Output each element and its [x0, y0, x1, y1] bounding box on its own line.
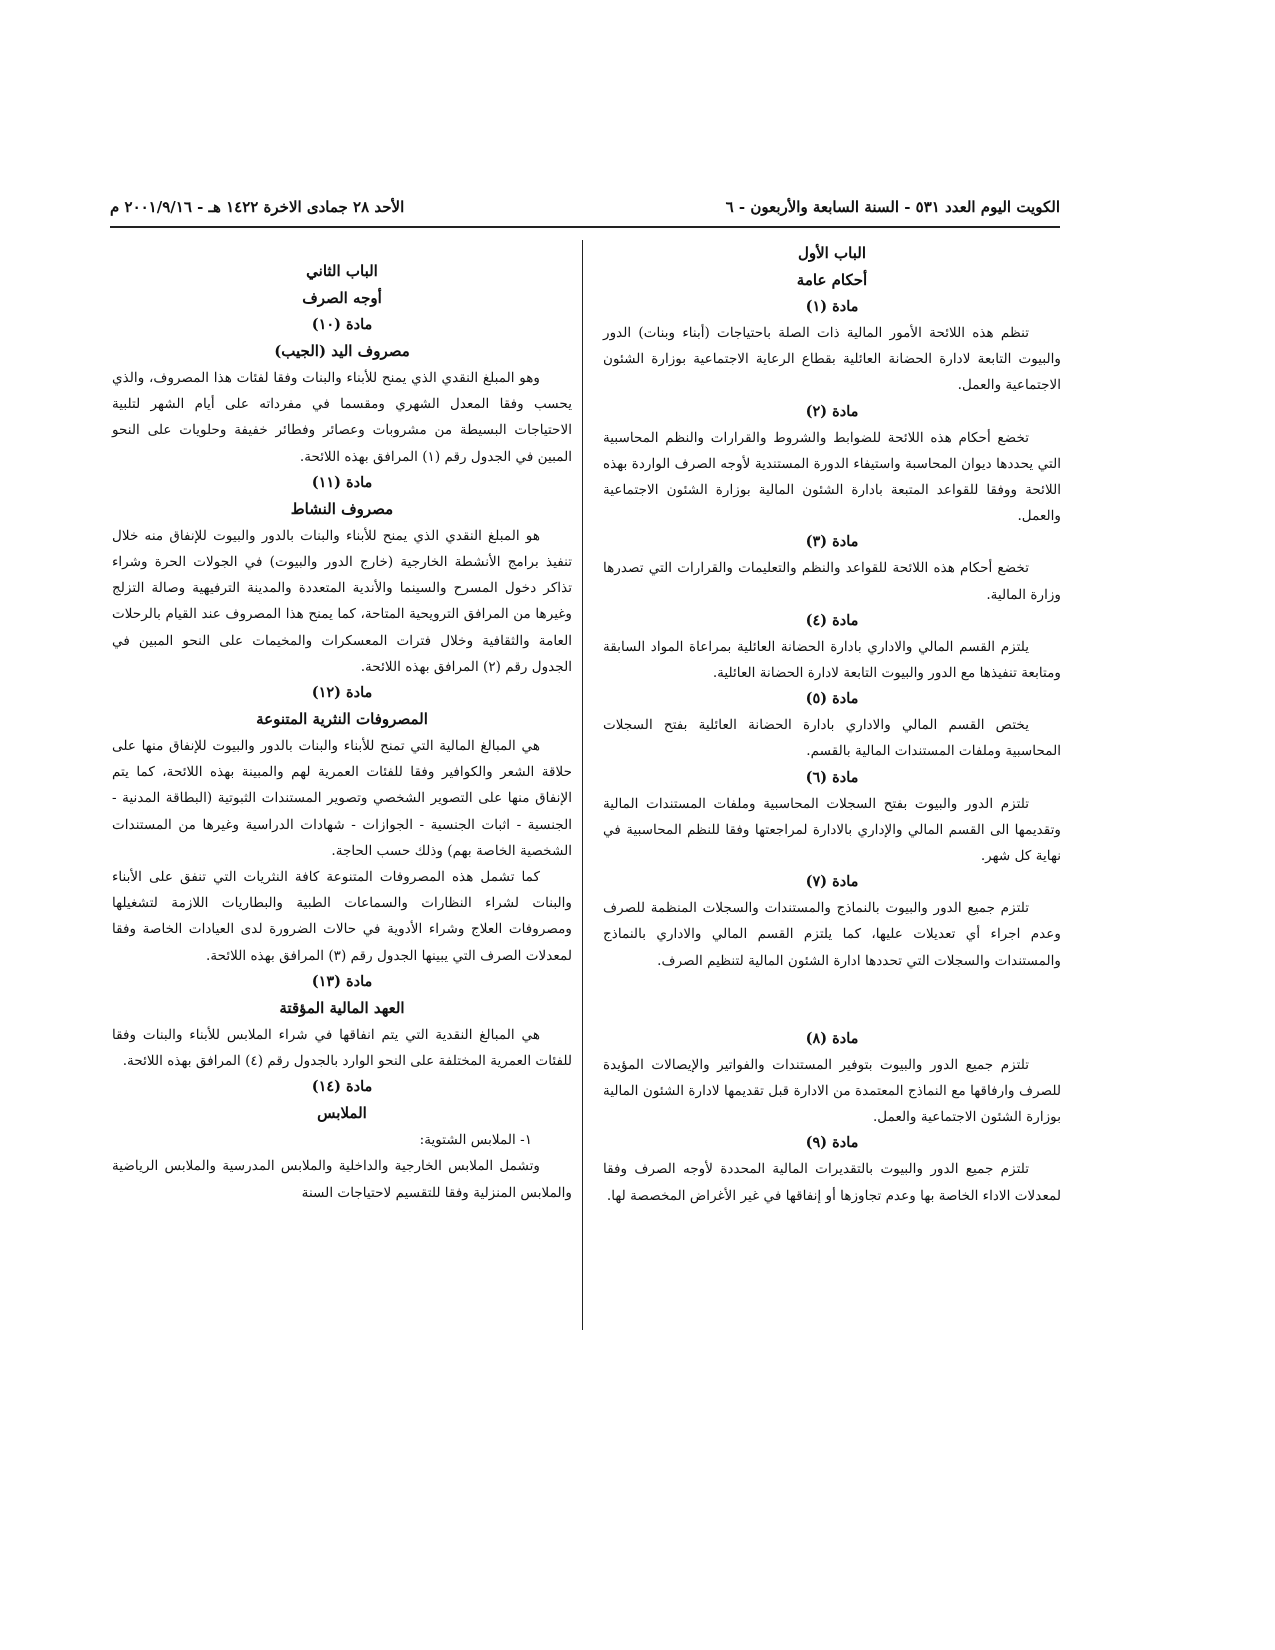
article-text: يختص القسم المالي والاداري بادارة الحضانة العائلية بفتح السجلات المحاسبية وملفات المستندات المالية بالقسم.	[603, 717, 1061, 760]
article-title: مادة (٨)	[805, 1029, 859, 1047]
article-title: مادة (١)	[805, 298, 859, 315]
header-rule	[110, 226, 1060, 228]
article-title: مادة (١٣)	[311, 972, 373, 990]
article-title: مادة (٤)	[805, 611, 859, 629]
article-title: مادة (١٢)	[311, 684, 373, 702]
article-title: مادة (١٤)	[311, 1078, 373, 1096]
article-text: هو المبلغ النقدي الذي يمنح للأبناء والبنات بالدور والبيوت للإنفاق منه خلال تنفيذ برامج الأنشطة الخارجية (خارج الدور والبيوت) في الجولات الحرة وشراء تذاكر دخول المسرح والسينما والأندية المتعددة والمدينة الترفيهية وصالة التزلج وغيرها من المرافق الترويحية المتاحة، كما يمنح هذا المصروف عند القيام بالرحلات العامة والثقافية وخلال فترات المعسكرات والمخيمات على النحو المبين في الجدول رقم (٢) المرافق بهذه اللائحة.	[112, 527, 572, 675]
column-divider	[582, 240, 583, 1330]
article-title: مادة (٥)	[805, 690, 859, 708]
chapter-title: أوجه الصرف	[302, 289, 382, 307]
chapter-heading: الباب الثاني	[306, 262, 378, 280]
article-subtitle: مصروف النشاط	[290, 499, 394, 518]
article-text: هي المبالغ المالية التي تمنح للأبناء والبنات بالدور والبيوت للإنفاق منها على حلاقة الشعر والكوافير وفقا للفئات العمرية لهم والمبينة بهذه اللائحة، كما يتم الإنفاق منها على التصوير الشخصي وتصوير المستندات الثبوتية (البطاقة المدنية - الجنسية - اثبات الجنسية - الجوازات - شهادات الدراسية وغيرها من المستندات الشخصية الخاصة بهم) وذلك حسب الحاجة.	[112, 738, 572, 859]
article-text: يلتزم القسم المالي والاداري بادارة الحضانة العائلية بمراعاة المواد السابقة ومتابعة تنفيذها مع الدور والبيوت التابعة لادارة الحضانة العائلية.	[603, 638, 1061, 682]
article-text: تلتزم جميع الدور والبيوت بالتقديرات المالية المحددة لأوجه الصرف وفقا لمعدلات الاداء الخاصة بها وعدم تجاوزها أو إنفاقها في غير الأغراض المخصصة لها.	[603, 1161, 1061, 1204]
left-column	[112, 258, 572, 1206]
list-item: ١- الملابس الشتوية:	[419, 1132, 532, 1149]
chapter-heading: الباب الأول	[797, 244, 867, 262]
article-subtitle: المصروفات النثرية المتنوعة	[256, 710, 428, 729]
chapter-title: أحكام عامة	[796, 271, 868, 289]
article-text: تنظم هذه اللائحة الأمور المالية ذات الصلة باحتياجات (أبناء وبنات) الدور والبيوت التابعة لادارة الحضانة العائلية بقطاع الرعاية الاجتماعية بوزارة الشئون الاجتماعية والعمل.	[603, 325, 1061, 394]
article-text: تلتزم جميع الدور والبيوت بتوفير المستندات والفواتير والإيصالات المؤيدة للصرف وارفاقها مع النماذج المعتمدة من الادارة قبل تقديمها لادارة الشئون المالية بوزارة الشئون الاجتماعية والعمل.	[603, 1056, 1061, 1126]
page-header	[110, 198, 1060, 224]
article-subtitle: العهد المالية المؤقتة	[279, 998, 405, 1017]
article-text: تلتزم جميع الدور والبيوت بالنماذج والمستندات والسجلات المنظمة للصرف وعدم اجراء أي تعديلات عليها، كما يلتزم القسم المالي والاداري بالنماذج والمستندات والسجلات التي تحددها ادارة الشئون المالية لتنظيم الصرف.	[603, 900, 1061, 969]
article-title: مادة (٦)	[805, 768, 859, 786]
article-text: تخضع أحكام هذه اللائحة للضوابط والشروط والقرارات والنظم المحاسبية التي يحددها ديوان المحاسبة واستيفاء الدورة المستندية لأوجه الصرف الواردة بهذه اللائحة ووفقا للقواعد المتبعة بادارة الشئون المالية بوزارة الشئون الاجتماعية والعمل.	[603, 429, 1061, 525]
article-text: تلتزم الدور والبيوت بفتح السجلات المحاسبية وملفات المستندات المالية وتقديمها الى القسم المالي والإداري بالادارة لمراجعتها وفقا للنظم المحاسبية في نهاية كل شهر.	[603, 795, 1061, 865]
article-text: وهو المبلغ النقدي الذي يمنح للأبناء والبنات وفقا لفئات هذا المصروف، والذي يحسب وفقا المعدل الشهري ومقسما في مفرداته على أيام الشهر لتلبية الاحتياجات البسيطة من مشروبات وعصائر وفطائر خفيفة وحلويات على النحو المبين في الجدول رقم (١) المرافق بهذه اللائحة.	[112, 370, 572, 465]
header-publication-info: الكويت اليوم العدد ٥٣١ - السنة السابعة والأربعون - ٦	[725, 198, 1060, 216]
header-date: الأحد ٢٨ جمادى الاخرة ١٤٢٢ هـ - ٢٠٠١/٩/١٦ م	[110, 198, 405, 216]
article-title: مادة (١٠)	[311, 316, 373, 333]
article-subtitle: مصروف اليد (الجيب)	[274, 342, 410, 360]
article-subtitle: الملابس	[317, 1104, 367, 1123]
article-text: تخضع أحكام هذه اللائحة للقواعد والنظم والتعليمات والقرارات التي تصدرها وزارة المالية.	[603, 560, 1061, 603]
article-text: وتشمل الملابس الخارجية والداخلية والملابس المدرسية والملابس الرياضية والملابس المنزلية وفقا للتقسيم لاحتياجات السنة	[112, 1158, 572, 1201]
article-text: كما تشمل هذه المصروفات المتنوعة كافة النثريات التي تنفق على الأبناء والبنات لشراء النظارات والسماعات الطبية والبطاريات اللازمة لتشغيلها ومصروفات العلاج وشراء الأدوية في حالات الضرورة لدى العيادات الخاصة وفقا لمعدلات الصرف التي يبينها الجدول رقم (٣) المرافق بهذه اللائحة.	[112, 869, 572, 964]
article-text: هي المبالغ النقدية التي يتم انفاقها في شراء الملابس للأبناء والبنات وفقا للفئات العمرية المختلفة على النحو الوارد بالجدول رقم (٤) المرافق بهذه اللائحة.	[112, 1026, 572, 1070]
article-title: مادة (٢)	[805, 402, 859, 420]
article-title: مادة (٧)	[805, 873, 859, 891]
article-title: مادة (٣)	[805, 533, 859, 551]
right-column	[603, 240, 1061, 1209]
article-title: مادة (٩)	[805, 1134, 859, 1152]
blank-space	[603, 974, 1061, 1026]
article-title: مادة (١١)	[311, 473, 373, 491]
